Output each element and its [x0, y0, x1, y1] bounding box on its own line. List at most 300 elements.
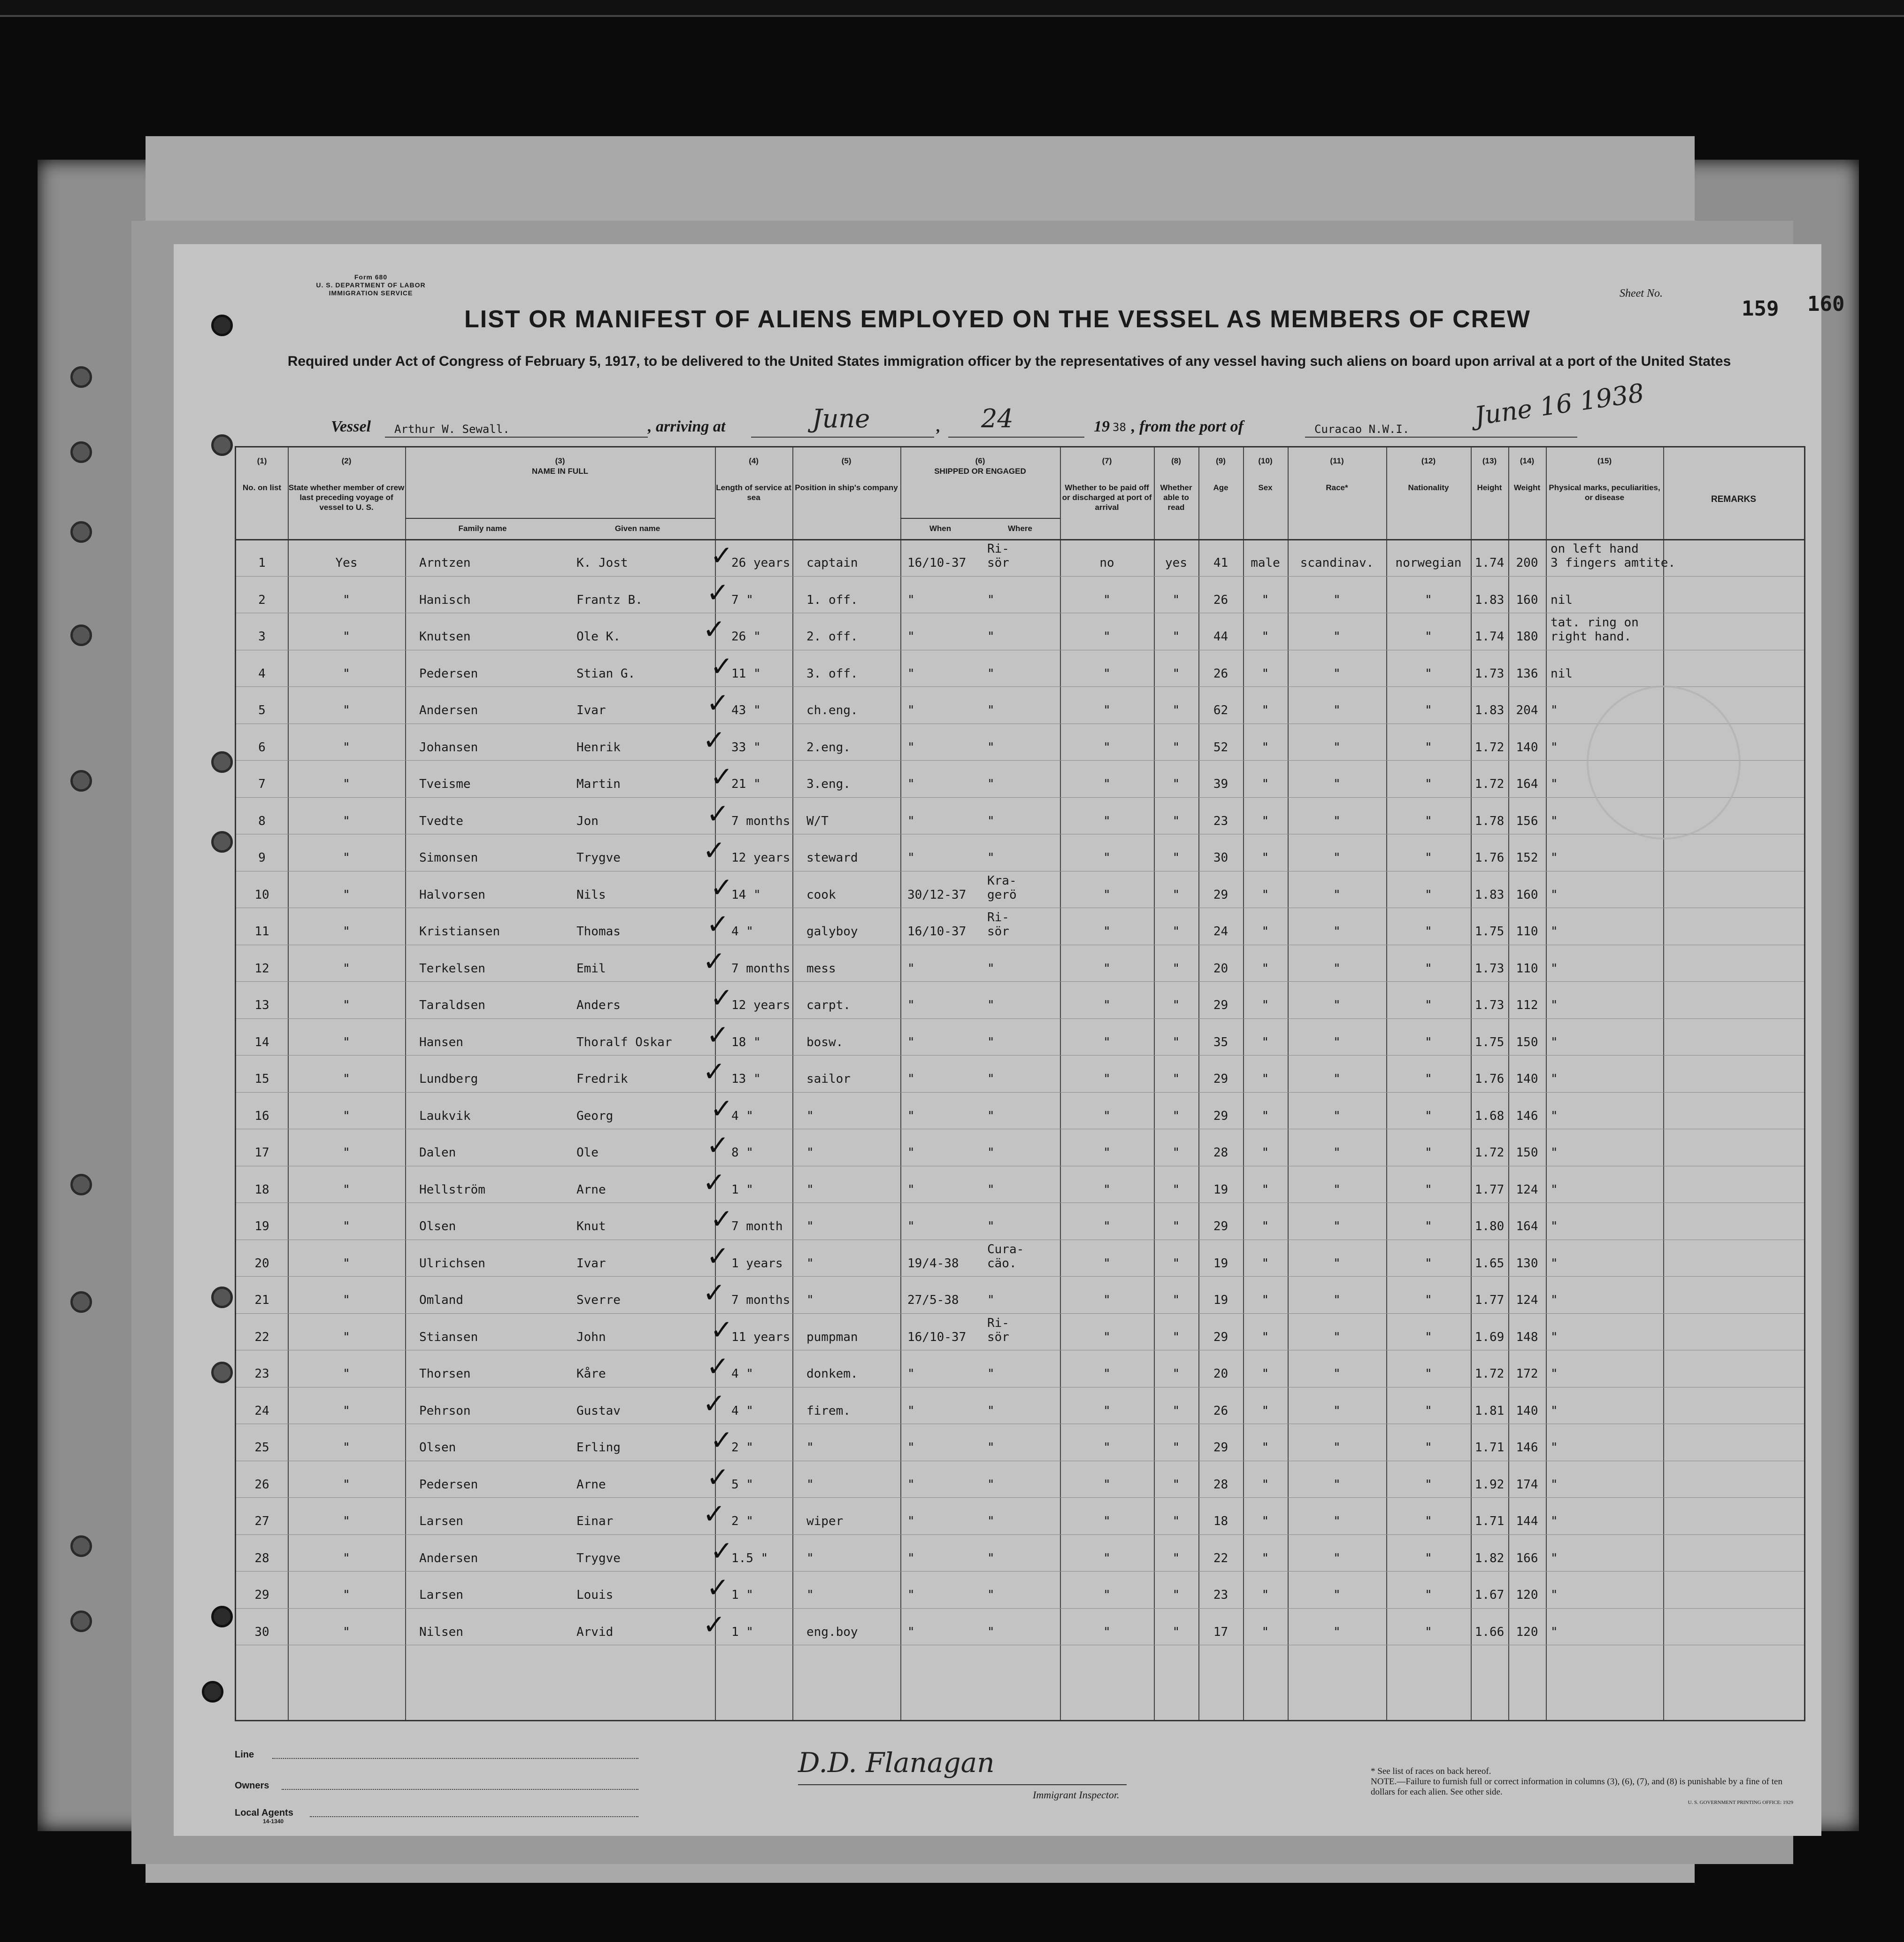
cell-family: Tvedte [419, 814, 463, 828]
cell-paid: " [1103, 961, 1111, 976]
cell-race: " [1333, 887, 1341, 902]
subheader-where: Where [1008, 524, 1032, 533]
cell-no: 24 [254, 1403, 269, 1418]
cell-age: 29 [1213, 1109, 1228, 1123]
binder-hole [70, 441, 92, 463]
cell-prev: " [343, 1625, 350, 1639]
cell-no: 1 [258, 556, 266, 570]
column-number: (12) [1421, 456, 1436, 465]
cell-marks: " [1551, 1403, 1558, 1418]
cell-sex: " [1261, 703, 1269, 717]
check-mark-icon: ✓ [703, 1387, 726, 1419]
cell-read: yes [1165, 556, 1187, 570]
cell-race: scandinav. [1300, 556, 1374, 570]
cell-service: 18 " [731, 1035, 761, 1049]
cell-sex: " [1261, 1367, 1269, 1381]
column-title: Age [1213, 483, 1228, 492]
cell-sex: " [1261, 1146, 1269, 1160]
cell-position: captain [806, 556, 858, 570]
column-title: SHIPPED OR ENGAGED [934, 467, 1026, 476]
cell-family: Pehrson [419, 1403, 471, 1418]
cell-position: 3. off. [806, 666, 858, 681]
check-mark-icon: ✓ [703, 724, 726, 756]
cell-position: bosw. [806, 1035, 844, 1049]
cell-age: 19 [1213, 1293, 1228, 1307]
column-header-c15 [1546, 447, 1663, 539]
cell-given: Kåre [576, 1367, 606, 1381]
cell-given: Ivar [576, 1256, 606, 1271]
cell-where: " [987, 1367, 995, 1381]
film-edge [0, 0, 1904, 17]
sheet-number-behind: 160 [1807, 292, 1845, 316]
cell-no: 13 [254, 998, 269, 1012]
cell-service: 26 " [731, 630, 761, 644]
cell-where: " [987, 666, 995, 681]
cell-when: " [907, 1072, 915, 1086]
cell-nat: " [1425, 961, 1432, 976]
cell-marks: " [1551, 814, 1558, 828]
cell-prev: " [343, 1072, 350, 1086]
cell-service: 4 " [731, 1109, 753, 1123]
cell-given: Trygve [576, 851, 621, 865]
cell-nat: " [1425, 1182, 1432, 1197]
cell-position: " [806, 1588, 814, 1602]
cell-height: 1.72 [1474, 1146, 1505, 1160]
binder-hole [70, 770, 92, 792]
cell-no: 15 [254, 1072, 269, 1086]
cell-sex: " [1261, 740, 1269, 755]
cell-where: Cura- cäo. [987, 1242, 1024, 1271]
cell-no: 17 [254, 1146, 269, 1160]
cell-read: " [1172, 1293, 1180, 1307]
cell-nat: " [1425, 1514, 1432, 1528]
cell-marks: " [1551, 1256, 1558, 1271]
cell-when: 27/5-38 [907, 1293, 959, 1307]
cell-when: " [907, 1035, 915, 1049]
cell-position: " [806, 1477, 814, 1492]
cell-race: " [1333, 1625, 1341, 1639]
check-mark-icon: ✓ [710, 1534, 733, 1567]
cell-given: Louis [576, 1588, 614, 1602]
cell-prev: " [343, 1256, 350, 1271]
cell-no: 7 [258, 777, 266, 791]
cell-age: 30 [1213, 851, 1228, 865]
check-mark-icon: ✓ [703, 1056, 726, 1087]
cell-sex: " [1261, 593, 1269, 607]
column-header-c5 [792, 447, 900, 539]
cell-age: 20 [1213, 1367, 1228, 1381]
cell-no: 12 [254, 961, 269, 976]
column-title: REMARKS [1711, 494, 1757, 504]
cell-when: " [907, 1182, 915, 1197]
cell-sex: " [1261, 814, 1269, 828]
column-number: (6) [975, 456, 985, 465]
cell-given: Frantz B. [576, 593, 643, 607]
cell-prev: " [343, 998, 350, 1012]
local-agents-label: Local Agents [235, 1808, 293, 1818]
cell-age: 28 [1213, 1146, 1228, 1160]
subheader-family: Family name [458, 524, 507, 533]
cell-marks: " [1551, 740, 1558, 755]
cell-race: " [1333, 1477, 1341, 1492]
cell-sex: " [1261, 887, 1269, 902]
cell-paid: " [1103, 1293, 1111, 1307]
cell-age: 39 [1213, 777, 1228, 791]
check-mark-icon: ✓ [710, 761, 733, 793]
cell-read: " [1172, 1182, 1180, 1197]
cell-read: " [1172, 925, 1180, 939]
cell-where: " [987, 961, 995, 976]
cell-given: Erling [576, 1441, 621, 1455]
cell-position: " [806, 1182, 814, 1197]
year-prefix: 19 [1094, 418, 1110, 435]
cell-when: " [907, 1514, 915, 1528]
inspector-label: Immigrant Inspector. [1033, 1789, 1120, 1801]
cell-marks: " [1551, 1109, 1558, 1123]
cell-where: " [987, 1219, 995, 1233]
column-rule [1546, 447, 1547, 1720]
cell-height: 1.92 [1474, 1477, 1505, 1492]
cell-family: Hellström [419, 1182, 485, 1197]
cell-given: Jon [576, 814, 599, 828]
agents-code: 14-1340 [263, 1818, 284, 1825]
cell-height: 1.73 [1474, 961, 1505, 976]
column-header-c4 [715, 447, 792, 539]
cell-age: 19 [1213, 1256, 1228, 1271]
cell-weight: 164 [1516, 1219, 1538, 1233]
cell-family: Olsen [419, 1219, 456, 1233]
cell-read: " [1172, 1551, 1180, 1565]
cell-race: " [1333, 740, 1341, 755]
cell-where: " [987, 777, 995, 791]
column-rule [405, 447, 406, 1720]
cell-read: " [1172, 1035, 1180, 1049]
cell-no: 18 [254, 1182, 269, 1197]
column-title: Whether to be paid off or discharged at port of arrival [1062, 483, 1152, 512]
cell-prev: " [343, 814, 350, 828]
cell-prev: " [343, 1293, 350, 1307]
cell-weight: 152 [1516, 851, 1538, 865]
cell-read: " [1172, 777, 1180, 791]
column-title: Position in ship's company [795, 483, 898, 492]
cell-position: " [806, 1219, 814, 1233]
cell-nat: " [1425, 1625, 1432, 1639]
cell-height: 1.78 [1474, 814, 1505, 828]
cell-prev: " [343, 1477, 350, 1492]
cell-family: Hansen [419, 1035, 463, 1049]
cell-when: " [907, 1219, 915, 1233]
column-rule [1663, 447, 1664, 1720]
cell-service: 21 " [731, 777, 761, 791]
cell-where: " [987, 1146, 995, 1160]
cell-where: " [987, 593, 995, 607]
cell-when: 16/10-37 [907, 925, 967, 939]
cell-when: " [907, 777, 915, 791]
cell-marks: " [1551, 1625, 1558, 1639]
departure-port: Curacao N.W.I. [1314, 423, 1410, 436]
column-title: Nationality [1408, 483, 1449, 492]
cell-sex: " [1261, 1551, 1269, 1565]
cell-height: 1.75 [1474, 1035, 1505, 1049]
manifest-page [174, 244, 1845, 1836]
cell-prev: " [343, 851, 350, 865]
row-rule [236, 1497, 1804, 1498]
cell-marks: " [1551, 1551, 1558, 1565]
cell-family: Pedersen [419, 666, 478, 681]
cell-given: Anders [576, 998, 621, 1012]
cell-family: Andersen [419, 1551, 478, 1565]
cell-sex: " [1261, 1182, 1269, 1197]
cell-service: 12 years [731, 851, 791, 865]
cell-prev: " [343, 740, 350, 755]
cell-paid: " [1103, 1219, 1111, 1233]
check-mark-icon: ✓ [706, 1572, 729, 1603]
cell-service: 7 months [731, 1293, 791, 1307]
cell-race: " [1333, 1219, 1341, 1233]
binder-hole [70, 1535, 92, 1557]
cell-no: 3 [258, 630, 266, 644]
cell-family: Arntzen [419, 556, 471, 570]
row-rule [236, 1202, 1804, 1203]
punch-hole [202, 1681, 223, 1703]
check-mark-icon: ✓ [703, 1498, 726, 1530]
cell-position: pumpman [806, 1330, 858, 1344]
cell-marks: tat. ring on right hand. [1551, 616, 1639, 644]
cell-weight: 180 [1516, 630, 1538, 644]
column-header-c12 [1386, 447, 1471, 539]
cell-race: " [1333, 666, 1341, 681]
cell-family: Larsen [419, 1514, 463, 1528]
cell-no: 9 [258, 851, 266, 865]
cell-given: K. Jost [576, 556, 628, 570]
row-rule [236, 1276, 1804, 1277]
cell-family: Ulrichsen [419, 1256, 485, 1271]
cell-family: Andersen [419, 703, 478, 717]
cell-family: Halvorsen [419, 887, 485, 902]
cell-family: Terkelsen [419, 961, 485, 976]
cell-nat: " [1425, 1146, 1432, 1160]
cell-prev: " [343, 1330, 350, 1344]
cell-race: " [1333, 703, 1341, 717]
cell-weight: 120 [1516, 1625, 1538, 1639]
cell-when: " [907, 1441, 915, 1455]
cell-nat: " [1425, 1477, 1432, 1492]
vessel-line: Vessel Arthur W. Sewall. , arriving at June , 24 19 38 , from the port of Curacao N.W.I. June 16 1938 [174, 418, 1821, 446]
cell-race: " [1333, 777, 1341, 791]
cell-when: " [907, 1551, 915, 1565]
cell-no: 26 [254, 1477, 269, 1492]
column-number: (3) [555, 456, 565, 465]
row-rule [236, 981, 1804, 982]
cell-no: 28 [254, 1551, 269, 1565]
cell-height: 1.83 [1474, 887, 1505, 902]
cell-paid: " [1103, 1182, 1111, 1197]
cell-where: " [987, 1514, 995, 1528]
cell-no: 29 [254, 1588, 269, 1602]
cell-read: " [1172, 1072, 1180, 1086]
footnotes: * See list of races on back hereof. NOTE.—Failure to furnish full or correct information in columns (3), (6), (7), and (8) is punishable by a fine of ten dollars for each alien. See other side. U. S. GOVERNMENT PRINTING OFFICE: 1929 [1371, 1766, 1793, 1805]
cell-given: Arne [576, 1182, 606, 1197]
owners-label: Owners [235, 1780, 269, 1791]
cell-when: " [907, 1367, 915, 1381]
cell-marks: on left hand 3 fingers amtite. [1551, 542, 1676, 570]
cell-weight: 172 [1516, 1367, 1538, 1381]
column-title: Length of service at sea [716, 483, 791, 502]
check-mark-icon: ✓ [703, 945, 726, 977]
cell-position: cook [806, 887, 836, 902]
cell-no: 25 [254, 1441, 269, 1455]
row-rule [236, 760, 1804, 761]
cell-read: " [1172, 666, 1180, 681]
cell-age: 20 [1213, 961, 1228, 976]
cell-marks: " [1551, 1514, 1558, 1528]
cell-height: 1.76 [1474, 1072, 1505, 1086]
cell-read: " [1172, 1219, 1180, 1233]
cell-no: 6 [258, 740, 266, 755]
column-title: Physical marks, peculiarities, or disease [1549, 483, 1660, 502]
cell-paid: " [1103, 851, 1111, 865]
cell-when: " [907, 1588, 915, 1602]
cell-weight: 112 [1516, 998, 1538, 1012]
cell-when: " [907, 666, 915, 681]
cell-given: Arvid [576, 1625, 614, 1639]
column-title: Height [1477, 483, 1502, 492]
cell-paid: " [1103, 593, 1111, 607]
cell-weight: 150 [1516, 1146, 1538, 1160]
cell-read: " [1172, 1588, 1180, 1602]
cell-read: " [1172, 1477, 1180, 1492]
cell-where: " [987, 814, 995, 828]
cell-sex: " [1261, 630, 1269, 644]
cell-marks: " [1551, 1588, 1558, 1602]
cell-read: " [1172, 1403, 1180, 1418]
cell-given: Henrik [576, 740, 621, 755]
cell-given: Sverre [576, 1293, 621, 1307]
cell-sex: male [1251, 556, 1280, 570]
cell-weight: 140 [1516, 740, 1538, 755]
cell-where: " [987, 1072, 995, 1086]
cell-service: 8 " [731, 1146, 753, 1160]
cell-nat: " [1425, 666, 1432, 681]
cell-service: 14 " [731, 887, 761, 902]
cell-where: " [987, 1403, 995, 1418]
cell-family: Lundberg [419, 1072, 478, 1086]
check-mark-icon: ✓ [703, 613, 726, 645]
cell-race: " [1333, 593, 1341, 607]
cell-height: 1.67 [1474, 1588, 1505, 1602]
cell-no: 16 [254, 1109, 269, 1123]
check-mark-icon: ✓ [703, 834, 726, 866]
cell-where: " [987, 1109, 995, 1123]
check-mark-icon: ✓ [710, 1313, 733, 1346]
column-title: Weight [1513, 483, 1541, 492]
column-title: State whether member of crew last preceding voyage of vessel to U. S. [288, 483, 405, 512]
departure-date: June 16 1938 [1473, 378, 1646, 431]
cell-where: " [987, 703, 995, 717]
page-title: LIST OR MANIFEST OF ALIENS EMPLOYED ON THE VESSEL AS MEMBERS OF CREW [464, 306, 1531, 333]
cell-age: 23 [1213, 814, 1228, 828]
cell-height: 1.72 [1474, 1367, 1505, 1381]
sheet-number: 159 [1742, 297, 1779, 321]
cell-when: " [907, 1146, 915, 1160]
cell-no: 19 [254, 1219, 269, 1233]
cell-nat: " [1425, 703, 1432, 717]
row-rule [236, 1534, 1804, 1535]
cell-service: 7 months [731, 961, 791, 976]
cell-no: 11 [254, 925, 269, 939]
cell-family: Taraldsen [419, 998, 485, 1012]
cell-race: " [1333, 961, 1341, 976]
cell-paid: " [1103, 1625, 1111, 1639]
header-rule [236, 539, 1804, 540]
row-rule [236, 1055, 1804, 1056]
cell-marks: " [1551, 1146, 1558, 1160]
punch-hole [211, 831, 233, 853]
subheader-rule [900, 518, 1060, 519]
cell-position: carpt. [806, 998, 851, 1012]
cell-position: eng.boy [806, 1625, 858, 1639]
cell-marks: " [1551, 703, 1558, 717]
cell-prev: " [343, 593, 350, 607]
cell-position: ch.eng. [806, 703, 858, 717]
cell-paid: " [1103, 925, 1111, 939]
cell-given: Fredrik [576, 1072, 628, 1086]
cell-where: " [987, 998, 995, 1012]
cell-service: 1 years [731, 1256, 783, 1271]
cell-nat: " [1425, 1588, 1432, 1602]
cell-age: 29 [1213, 1072, 1228, 1086]
cell-height: 1.73 [1474, 998, 1505, 1012]
year-suffix: 38 [1113, 421, 1126, 434]
column-title: No. on list [242, 483, 282, 492]
cell-family: Stiansen [419, 1330, 478, 1344]
cell-read: " [1172, 851, 1180, 865]
cell-race: " [1333, 851, 1341, 865]
cell-service: 12 years [731, 998, 791, 1012]
cell-weight: 124 [1516, 1293, 1538, 1307]
cell-service: 7 month [731, 1219, 783, 1233]
cell-height: 1.68 [1474, 1109, 1505, 1123]
cell-prev: " [343, 1588, 350, 1602]
cell-age: 18 [1213, 1514, 1228, 1528]
arriving-label: , arriving at [648, 418, 726, 435]
cell-position: galyboy [806, 925, 858, 939]
column-header-c13 [1471, 447, 1508, 539]
cell-race: " [1333, 1109, 1341, 1123]
line-label: Line [235, 1749, 254, 1760]
cell-family: Johansen [419, 740, 478, 755]
cell-age: 19 [1213, 1182, 1228, 1197]
cell-given: Thomas [576, 925, 621, 939]
cell-prev: " [343, 1367, 350, 1381]
cell-where: Ri- sör [987, 1316, 1009, 1344]
cell-position: " [806, 1441, 814, 1455]
cell-race: " [1333, 1072, 1341, 1086]
cell-prev: " [343, 666, 350, 681]
cell-given: Arne [576, 1477, 606, 1492]
cell-service: 1 " [731, 1625, 753, 1639]
cell-nat: " [1425, 1256, 1432, 1271]
cell-read: " [1172, 1256, 1180, 1271]
cell-nat: " [1425, 1551, 1432, 1565]
cell-read: " [1172, 630, 1180, 644]
check-mark-icon: ✓ [710, 1203, 733, 1235]
cell-paid: " [1103, 887, 1111, 902]
cell-no: 30 [254, 1625, 269, 1639]
cell-sex: " [1261, 1256, 1269, 1271]
cell-paid: " [1103, 1330, 1111, 1344]
binder-hole [70, 624, 92, 646]
